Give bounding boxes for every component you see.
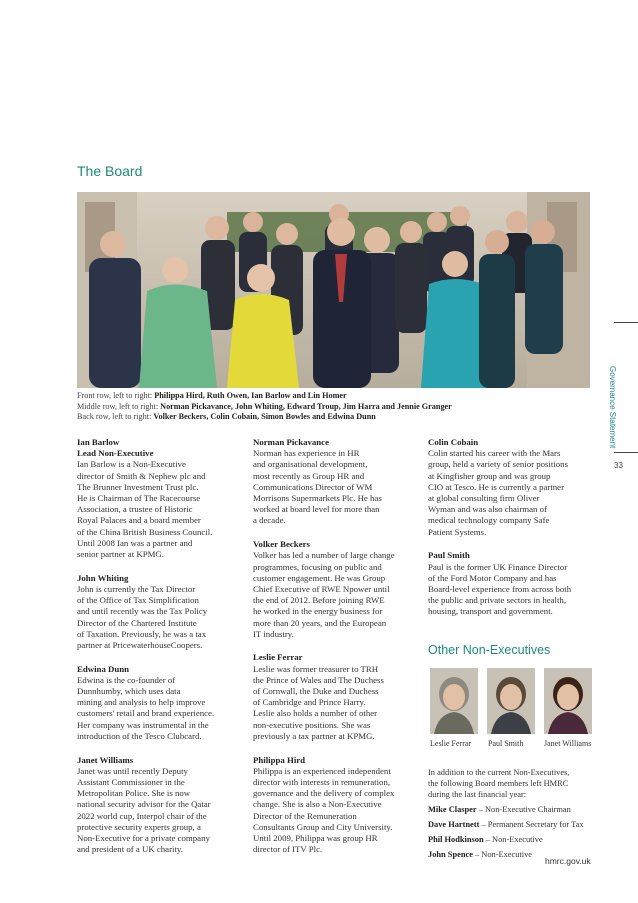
bio-line: of the Office of Tax Simplification [77, 595, 199, 606]
bio-line: and president of a UK charity. [77, 844, 183, 855]
bio-line: Wyman and was also chairman of [428, 504, 547, 515]
bio-text [253, 550, 421, 640]
bio-line: introduction of the Tesco Clubcard. [77, 730, 202, 741]
bio-line: Her company was instrumental in the [77, 719, 209, 730]
bio-line: most recently as Group HR and [253, 470, 365, 481]
bio-line: the public and private sectors in health, [428, 595, 567, 606]
bio-line: He is Chairman of The Racecourse [77, 493, 201, 504]
bio-leslie-ferrar [253, 652, 421, 742]
portrait-janet-williams [544, 668, 592, 734]
bio-line: Consultants Group and City University. [253, 821, 393, 832]
former-members-intro: In addition to the current Non-Executives, the following Board members left HMRC during the last financial year: [428, 768, 570, 799]
bio-line: change. She is also a Non-Executive [253, 799, 382, 810]
bio-line: non-executive positions. She was [253, 719, 371, 730]
bio-ian-barlow [77, 437, 242, 560]
former-member-role: – Non-Executive [472, 849, 532, 859]
bio-text [253, 448, 421, 526]
bio-john-whiting [77, 573, 242, 651]
portrait-caption: Paul Smith [488, 739, 524, 748]
photo-captions [77, 391, 547, 423]
bio-line: of the Ford Motor Company and has [428, 572, 557, 583]
bio-line: customer engagement. He was Group [253, 572, 386, 583]
bio-line: The Brunner Investment Trust plc. [77, 481, 199, 492]
section-side-label: Governance Statement [608, 366, 617, 449]
bio-column-3 [428, 437, 603, 630]
portrait-caption: Leslie Ferrar [430, 739, 472, 748]
bio-line: Royal Palaces and a board member [77, 515, 201, 526]
bio-line: customers' retail and brand experience. [77, 708, 215, 719]
bio-line: Communications Director of WM [253, 481, 373, 492]
bio-line: national security advisor for the Qatar [77, 799, 211, 810]
bio-line: IT industry. [253, 628, 294, 639]
bio-name: Ian Barlow [77, 437, 120, 447]
caption-front-row: Front row, left to right: Philippa Hird, Ruth Owen, Ian Barlow and Lin Homer [77, 391, 347, 400]
bio-line: 2022 world cup, Interpol chair of the [77, 810, 207, 821]
board-group-photo [77, 192, 590, 388]
bio-line: Director of the Remuneration [253, 810, 357, 821]
former-member-name: Dave Hartnett [428, 820, 480, 830]
bio-line: previously a tax partner at KPMG. [253, 730, 375, 741]
portrait-illustration [430, 668, 478, 734]
bio-line: the Prince of Wales and The Duchess [253, 674, 384, 685]
bio-line: Philippa is an experienced independent [253, 765, 391, 776]
bio-line: of the China British Business Council. [77, 526, 213, 537]
bio-colin-cobain [428, 437, 603, 538]
bio-line: the end of 2012. Before joining RWE [253, 595, 385, 606]
bio-line: at Kingfisher group and was group [428, 470, 551, 481]
portrait-leslie-ferrar [430, 668, 478, 734]
bio-line: of Cornwall, the Duke and Duchess [253, 686, 379, 697]
bio-text [77, 675, 242, 742]
former-member-role: – Non-Executive Chairman [476, 805, 571, 815]
caption-middle-row: Middle row, left to right: Norman Pickavance, John Whiting, Edward Troup, Jim Harra and Jennie Granger [77, 401, 452, 411]
bio-line: and organisational development, [253, 459, 368, 470]
bio-line: a decade. [253, 515, 286, 526]
bio-line: programmes, focusing on public and [253, 561, 382, 572]
bio-line: he worked in the energy business for [253, 606, 383, 617]
bio-name: Colin Cobain [428, 437, 479, 447]
bio-line: Paul is the former UK Finance Director [428, 561, 568, 572]
bio-line: Assistant Commissioner in the [77, 776, 185, 787]
bio-line: Norman has experience in HR [253, 448, 360, 459]
bio-line: of Cambridge and Prince Harry. [253, 697, 366, 708]
side-divider-top [614, 322, 638, 323]
bio-line: director of Smith & Nephew plc and [77, 470, 206, 481]
former-member [428, 835, 603, 846]
bio-line: protective security experts group, a [77, 821, 201, 832]
bio-name: Norman Pickavance [253, 437, 329, 447]
bio-line: Board-level experience from across both [428, 583, 572, 594]
bio-line: more than 20 years, and the European [253, 617, 387, 628]
bio-line: governance and the delivery of complex [253, 788, 395, 799]
bio-name: Volker Beckers [253, 539, 310, 550]
portrait-illustration [544, 668, 592, 734]
board-photo-illustration [77, 192, 590, 388]
bio-line: director with interests in remuneration, [253, 776, 391, 787]
former-member-name: Phil Hodkinson [428, 834, 484, 844]
bio-philippa-hird [253, 755, 421, 856]
other-non-executives-title: Other Non-Executives [428, 643, 551, 657]
footer-website: hmrc.gov.uk [545, 856, 591, 866]
bio-line: Dunnhumby, which uses data [77, 686, 181, 697]
bio-name: Philippa Hird [253, 754, 306, 765]
bio-line: director of ITV Plc. [253, 844, 323, 855]
bio-line: medical technology company Safe [428, 515, 550, 526]
bio-text [253, 664, 421, 742]
bio-name: John Whiting [77, 572, 129, 583]
bio-janet-williams [77, 755, 242, 856]
bio-line: group, held a variety of senior positions [428, 459, 568, 470]
bio-line: Janet was until recently Deputy [77, 765, 188, 776]
bio-text [77, 766, 242, 856]
caption-back-row: Back row, left to right: Volker Beckers, Colin Cobain, Simon Bowles and Edwina Dunn [77, 412, 376, 421]
bio-line: John is currently the Tax Director [77, 583, 196, 594]
bio-text [77, 459, 242, 560]
former-member-name: John Spence [428, 849, 473, 859]
bio-line: Non-Executive for a private company [77, 833, 210, 843]
bio-line: and until recently was the Tax Policy [77, 606, 208, 617]
bio-line: Leslie was former treasurer to TRH [253, 663, 379, 674]
portrait-paul-smith [487, 668, 535, 734]
bio-text [77, 584, 242, 651]
bio-line: partner at PricewaterhouseCoopers. [77, 639, 203, 650]
bio-norman-pickavance [253, 437, 421, 527]
bio-line: mining and analysis to help improve [77, 697, 206, 708]
bio-line: CIO at Tesco. He is currently a partner [428, 481, 565, 492]
bio-line: Association, a trustee of Historic [77, 504, 193, 515]
bio-name: Janet Williams [77, 754, 134, 765]
bio-line: worked at board level for more than [253, 504, 380, 515]
bio-line: housing, transport and government. [428, 606, 553, 617]
bio-volker-beckers [253, 539, 421, 640]
bio-role: Lead Non-Executive [77, 448, 154, 459]
portrait-illustration [487, 668, 535, 734]
side-divider-bottom [614, 452, 638, 453]
bio-name: Edwina Dunn [77, 663, 130, 674]
former-member-name: Mike Clasper [428, 805, 477, 815]
bio-line: Edwina is the co-founder of [77, 674, 176, 685]
bio-text [253, 766, 421, 856]
page-number: 33 [614, 461, 623, 470]
bio-column-1 [77, 437, 242, 868]
bio-line: Colin started his career with the Mars [428, 448, 561, 459]
bio-column-2 [253, 437, 421, 868]
bio-line: Director of the Chartered Institute [77, 617, 197, 628]
former-member-role: – Non-Executive [483, 834, 543, 844]
former-member [428, 805, 603, 816]
bio-line: Metropolitan Police. She is now [77, 788, 191, 799]
bio-line: Morrisons Supermarkets Plc. He has [253, 493, 382, 504]
bio-line: of Taxation. Previously, he was a tax [77, 628, 207, 639]
former-member [428, 820, 603, 831]
bio-text [428, 448, 603, 538]
bio-line: Chief Executive of RWE Npower until [253, 583, 390, 594]
page-title: The Board [77, 163, 143, 179]
bio-line: at global consulting firm Oliver [428, 493, 540, 504]
former-board-members [428, 768, 603, 865]
bio-paul-smith [428, 550, 603, 617]
bio-line: Leslie also holds a number of other [253, 708, 378, 719]
bio-line: Ian Barlow is a Non-Executive [77, 459, 186, 470]
former-member-role: – Permanent Secretary for Tax [479, 820, 584, 830]
bio-line: Until 2008 Ian was a partner and [77, 537, 193, 548]
portrait-caption: Janet Williams [544, 739, 592, 748]
bio-name: Leslie Ferrar [253, 652, 303, 663]
bio-line: Until 2009, Philippa was group HR [253, 833, 378, 843]
bio-edwina-dunn [77, 664, 242, 742]
bio-line: Patient Systems. [428, 526, 487, 537]
bio-line: Volker has led a number of large change [253, 550, 395, 561]
bio-text [428, 562, 603, 618]
bio-name: Paul Smith [428, 550, 470, 561]
bio-line: senior partner at KPMG. [77, 549, 164, 560]
